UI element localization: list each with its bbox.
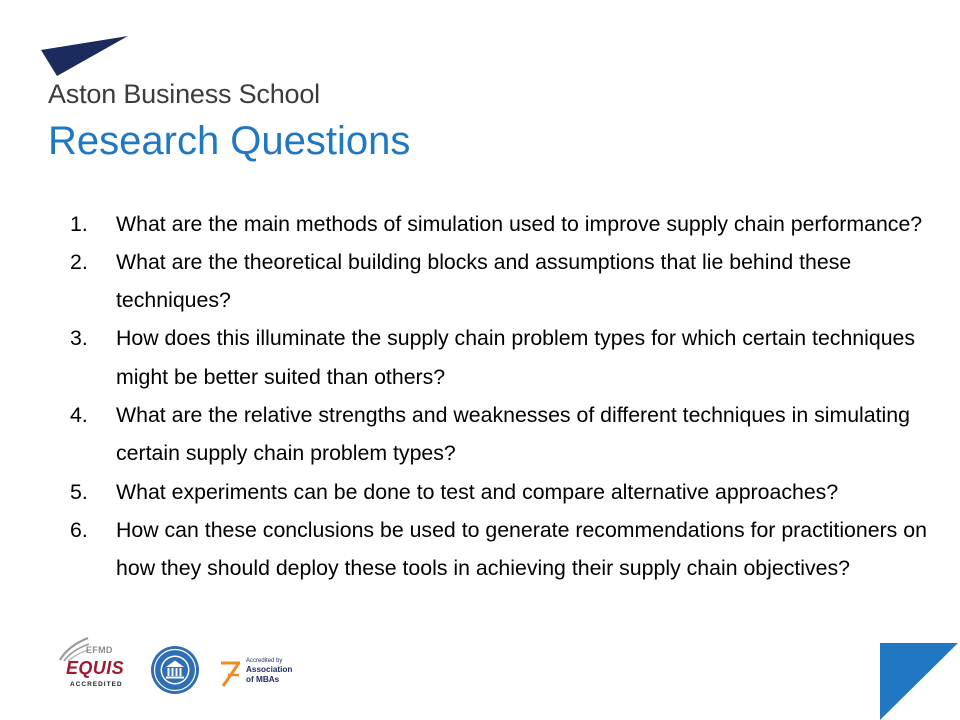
- university-seal-icon: [150, 645, 200, 695]
- amba-of-mbas: of MBAs: [246, 675, 280, 684]
- aston-triangle-logo-icon: [36, 30, 136, 82]
- equis-label: EQUIS: [66, 658, 125, 678]
- amba-arrow-icon: [219, 658, 245, 688]
- question-number: 4.: [70, 402, 88, 427]
- efmd-label: EFMD: [86, 645, 113, 655]
- question-item: [70, 319, 946, 396]
- question-text: What experiments can be done to test and compare alternative approaches?: [116, 479, 839, 504]
- corner-triangle-shape: [880, 643, 958, 720]
- seal-building-base: [166, 677, 184, 679]
- seal-building-column: [168, 668, 170, 676]
- amba-accreditation-logo: [219, 655, 299, 691]
- corner-triangle-decoration: [880, 643, 960, 720]
- question-text: What are the main methods of simulation used to improve supply chain performance?: [116, 211, 923, 236]
- seal-building-column: [180, 668, 182, 676]
- question-item: [70, 243, 946, 320]
- question-text: How can these conclusions be used to generate recommendations for practitioners on how they should deploy these tools in achieving their supply chain objectives?: [116, 517, 927, 581]
- question-text: What are the relative strengths and weaknesses of different techniques in simulating certain supply chain problem types?: [116, 402, 910, 466]
- question-number: 3.: [70, 326, 88, 351]
- question-number: 1.: [70, 211, 88, 236]
- amba-accredited-by: Accredited by: [246, 658, 283, 664]
- school-logo-name: Aston Business School: [48, 79, 320, 109]
- seal-building-column: [172, 668, 174, 676]
- slide-title: Research Questions: [48, 119, 411, 163]
- seal-building-column: [176, 668, 178, 676]
- accredited-label: ACCREDITED: [70, 681, 123, 688]
- aston-triangle-shape: [41, 36, 128, 76]
- question-item: [70, 205, 946, 243]
- research-questions-list: [70, 205, 946, 588]
- question-item: [70, 473, 946, 511]
- question-text: What are the theoretical building blocks and assumptions that lie behind these techniques?: [116, 249, 852, 313]
- question-item: [70, 511, 946, 588]
- question-item: [70, 396, 946, 473]
- equis-accreditation-logo: [52, 634, 128, 694]
- question-text: How does this illuminate the supply chain problem types for which certain techniques might be better suited than others?: [116, 326, 916, 389]
- amba-text-block: [246, 657, 292, 685]
- amba-association: Association: [246, 665, 293, 674]
- question-number: 6.: [70, 517, 88, 542]
- question-number: 5.: [70, 479, 88, 504]
- question-number: 2.: [70, 249, 88, 274]
